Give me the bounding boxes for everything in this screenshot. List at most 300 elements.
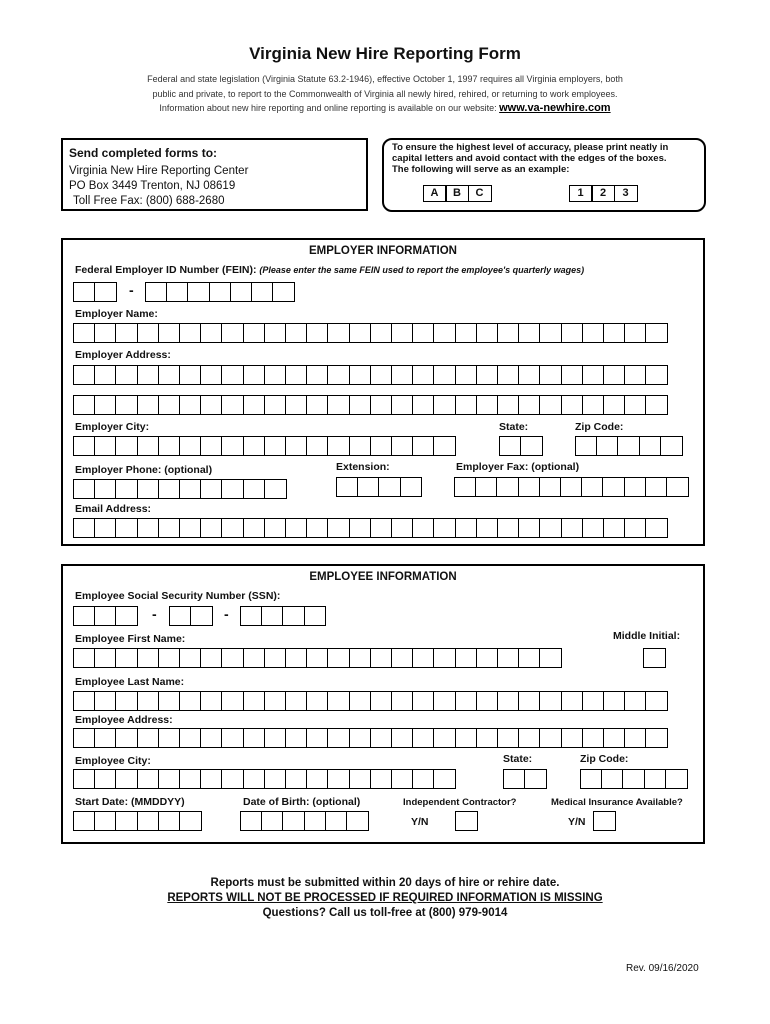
char-box[interactable] xyxy=(412,395,435,415)
char-box[interactable] xyxy=(378,477,401,497)
char-box[interactable] xyxy=(497,518,520,538)
middle-initial-input[interactable] xyxy=(643,648,666,668)
char-box[interactable] xyxy=(370,648,393,668)
char-box[interactable] xyxy=(603,365,626,385)
char-box[interactable] xyxy=(370,365,393,385)
char-box[interactable] xyxy=(94,728,117,748)
char-box[interactable] xyxy=(251,282,274,302)
char-box[interactable] xyxy=(391,323,414,343)
char-box[interactable] xyxy=(455,365,478,385)
char-box[interactable] xyxy=(285,518,308,538)
char-box[interactable] xyxy=(94,518,117,538)
char-box[interactable] xyxy=(221,769,244,789)
char-box[interactable] xyxy=(476,323,499,343)
char-box[interactable] xyxy=(200,395,223,415)
char-box[interactable] xyxy=(391,648,414,668)
char-box[interactable] xyxy=(433,728,456,748)
char-box[interactable] xyxy=(179,691,202,711)
char-box[interactable] xyxy=(370,769,393,789)
char-box[interactable] xyxy=(455,811,478,831)
char-box[interactable] xyxy=(264,323,287,343)
employee-address-input[interactable] xyxy=(73,728,668,748)
char-box[interactable] xyxy=(282,811,305,831)
char-box[interactable] xyxy=(115,811,138,831)
char-box[interactable] xyxy=(94,282,117,302)
char-box[interactable] xyxy=(349,436,372,456)
char-box[interactable] xyxy=(496,477,519,497)
char-box[interactable] xyxy=(412,728,435,748)
char-box[interactable] xyxy=(243,518,266,538)
char-box[interactable] xyxy=(539,477,562,497)
char-box[interactable] xyxy=(73,606,96,626)
char-box[interactable] xyxy=(137,323,160,343)
char-box[interactable] xyxy=(582,728,605,748)
char-box[interactable] xyxy=(73,436,96,456)
char-box[interactable] xyxy=(391,518,414,538)
char-box[interactable] xyxy=(660,436,683,456)
char-box[interactable] xyxy=(94,365,117,385)
char-box[interactable] xyxy=(264,365,287,385)
employer-address-line1-input[interactable] xyxy=(73,365,668,385)
char-box[interactable] xyxy=(617,436,640,456)
employer-name-input[interactable] xyxy=(73,323,668,343)
char-box[interactable] xyxy=(158,691,181,711)
char-box[interactable] xyxy=(221,436,244,456)
char-box[interactable] xyxy=(327,518,350,538)
char-box[interactable] xyxy=(645,691,668,711)
char-box[interactable] xyxy=(561,728,584,748)
char-box[interactable] xyxy=(137,436,160,456)
char-box[interactable] xyxy=(561,323,584,343)
char-box[interactable] xyxy=(561,691,584,711)
char-box[interactable] xyxy=(624,365,647,385)
employer-phone-input[interactable] xyxy=(73,479,287,499)
char-box[interactable] xyxy=(603,323,626,343)
char-box[interactable] xyxy=(158,395,181,415)
char-box[interactable] xyxy=(304,606,327,626)
char-box[interactable] xyxy=(145,282,168,302)
char-box[interactable] xyxy=(624,518,647,538)
char-box[interactable] xyxy=(643,648,666,668)
char-box[interactable] xyxy=(639,436,662,456)
char-box[interactable] xyxy=(158,648,181,668)
char-box[interactable] xyxy=(327,691,350,711)
char-box[interactable] xyxy=(137,811,160,831)
start-date-input[interactable] xyxy=(73,811,202,831)
char-box[interactable] xyxy=(304,811,327,831)
char-box[interactable] xyxy=(179,479,202,499)
char-box[interactable] xyxy=(115,518,138,538)
char-box[interactable] xyxy=(603,728,626,748)
char-box[interactable] xyxy=(200,323,223,343)
char-box[interactable] xyxy=(94,811,117,831)
char-box[interactable] xyxy=(158,811,181,831)
char-box[interactable] xyxy=(264,479,287,499)
char-box[interactable] xyxy=(391,728,414,748)
char-box[interactable] xyxy=(624,323,647,343)
char-box[interactable] xyxy=(221,365,244,385)
medical-input[interactable] xyxy=(593,811,616,831)
char-box[interactable] xyxy=(179,518,202,538)
char-box[interactable] xyxy=(306,365,329,385)
char-box[interactable] xyxy=(455,728,478,748)
char-box[interactable] xyxy=(137,691,160,711)
char-box[interactable] xyxy=(306,728,329,748)
char-box[interactable] xyxy=(200,365,223,385)
char-box[interactable] xyxy=(455,395,478,415)
char-box[interactable] xyxy=(73,811,96,831)
char-box[interactable] xyxy=(503,769,526,789)
first-name-input[interactable] xyxy=(73,648,562,668)
char-box[interactable] xyxy=(243,479,266,499)
char-box[interactable] xyxy=(603,395,626,415)
ssn-part2-input[interactable] xyxy=(169,606,213,626)
char-box[interactable] xyxy=(370,691,393,711)
employer-state-input[interactable] xyxy=(499,436,543,456)
char-box[interactable] xyxy=(285,365,308,385)
char-box[interactable] xyxy=(349,365,372,385)
char-box[interactable] xyxy=(221,691,244,711)
char-box[interactable] xyxy=(391,365,414,385)
char-box[interactable] xyxy=(336,477,359,497)
char-box[interactable] xyxy=(94,691,117,711)
char-box[interactable] xyxy=(94,479,117,499)
char-box[interactable] xyxy=(476,648,499,668)
char-box[interactable] xyxy=(285,769,308,789)
char-box[interactable] xyxy=(137,395,160,415)
ssn-part1-input[interactable] xyxy=(73,606,138,626)
char-box[interactable] xyxy=(179,811,202,831)
employer-city-input[interactable] xyxy=(73,436,456,456)
char-box[interactable] xyxy=(115,365,138,385)
char-box[interactable] xyxy=(158,365,181,385)
char-box[interactable] xyxy=(455,323,478,343)
char-box[interactable] xyxy=(560,477,583,497)
char-box[interactable] xyxy=(73,648,96,668)
dob-input[interactable] xyxy=(240,811,369,831)
char-box[interactable] xyxy=(137,518,160,538)
char-box[interactable] xyxy=(137,728,160,748)
char-box[interactable] xyxy=(346,811,369,831)
char-box[interactable] xyxy=(645,728,668,748)
char-box[interactable] xyxy=(179,648,202,668)
char-box[interactable] xyxy=(499,436,522,456)
char-box[interactable] xyxy=(412,648,435,668)
char-box[interactable] xyxy=(94,769,117,789)
char-box[interactable] xyxy=(285,395,308,415)
char-box[interactable] xyxy=(349,648,372,668)
char-box[interactable] xyxy=(433,395,456,415)
employee-zip-input[interactable] xyxy=(580,769,688,789)
char-box[interactable] xyxy=(285,728,308,748)
char-box[interactable] xyxy=(306,648,329,668)
char-box[interactable] xyxy=(115,648,138,668)
char-box[interactable] xyxy=(243,436,266,456)
contractor-input[interactable] xyxy=(455,811,478,831)
char-box[interactable] xyxy=(582,365,605,385)
char-box[interactable] xyxy=(209,282,232,302)
char-box[interactable] xyxy=(240,606,263,626)
char-box[interactable] xyxy=(645,395,668,415)
char-box[interactable] xyxy=(272,282,295,302)
char-box[interactable] xyxy=(94,395,117,415)
char-box[interactable] xyxy=(306,436,329,456)
char-box[interactable] xyxy=(200,769,223,789)
char-box[interactable] xyxy=(603,518,626,538)
employee-city-input[interactable] xyxy=(73,769,456,789)
char-box[interactable] xyxy=(593,811,616,831)
char-box[interactable] xyxy=(73,691,96,711)
char-box[interactable] xyxy=(169,606,192,626)
char-box[interactable] xyxy=(73,282,96,302)
char-box[interactable] xyxy=(561,518,584,538)
char-box[interactable] xyxy=(666,477,689,497)
employer-address-line2-input[interactable] xyxy=(73,395,668,415)
char-box[interactable] xyxy=(306,323,329,343)
char-box[interactable] xyxy=(325,811,348,831)
char-box[interactable] xyxy=(603,691,626,711)
char-box[interactable] xyxy=(243,323,266,343)
char-box[interactable] xyxy=(349,395,372,415)
char-box[interactable] xyxy=(622,769,645,789)
char-box[interactable] xyxy=(190,606,213,626)
char-box[interactable] xyxy=(518,365,541,385)
char-box[interactable] xyxy=(433,365,456,385)
char-box[interactable] xyxy=(221,323,244,343)
char-box[interactable] xyxy=(221,728,244,748)
char-box[interactable] xyxy=(243,365,266,385)
char-box[interactable] xyxy=(73,769,96,789)
char-box[interactable] xyxy=(455,518,478,538)
char-box[interactable] xyxy=(624,395,647,415)
extension-input[interactable] xyxy=(336,477,422,497)
char-box[interactable] xyxy=(200,728,223,748)
fein-suffix-input[interactable] xyxy=(145,282,295,302)
char-box[interactable] xyxy=(115,728,138,748)
char-box[interactable] xyxy=(518,691,541,711)
char-box[interactable] xyxy=(665,769,688,789)
char-box[interactable] xyxy=(391,436,414,456)
char-box[interactable] xyxy=(412,769,435,789)
char-box[interactable] xyxy=(475,477,498,497)
char-box[interactable] xyxy=(221,479,244,499)
char-box[interactable] xyxy=(179,365,202,385)
char-box[interactable] xyxy=(327,436,350,456)
char-box[interactable] xyxy=(433,691,456,711)
char-box[interactable] xyxy=(497,365,520,385)
char-box[interactable] xyxy=(282,606,305,626)
char-box[interactable] xyxy=(115,691,138,711)
char-box[interactable] xyxy=(433,323,456,343)
char-box[interactable] xyxy=(221,395,244,415)
char-box[interactable] xyxy=(391,769,414,789)
char-box[interactable] xyxy=(518,648,541,668)
char-box[interactable] xyxy=(306,691,329,711)
char-box[interactable] xyxy=(349,518,372,538)
char-box[interactable] xyxy=(391,395,414,415)
char-box[interactable] xyxy=(349,769,372,789)
char-box[interactable] xyxy=(306,395,329,415)
char-box[interactable] xyxy=(539,323,562,343)
char-box[interactable] xyxy=(476,365,499,385)
char-box[interactable] xyxy=(357,477,380,497)
char-box[interactable] xyxy=(285,691,308,711)
char-box[interactable] xyxy=(115,436,138,456)
char-box[interactable] xyxy=(243,648,266,668)
char-box[interactable] xyxy=(158,479,181,499)
char-box[interactable] xyxy=(285,648,308,668)
char-box[interactable] xyxy=(73,395,96,415)
char-box[interactable] xyxy=(582,691,605,711)
char-box[interactable] xyxy=(349,728,372,748)
char-box[interactable] xyxy=(596,436,619,456)
char-box[interactable] xyxy=(644,769,667,789)
char-box[interactable] xyxy=(115,395,138,415)
char-box[interactable] xyxy=(94,606,117,626)
char-box[interactable] xyxy=(433,518,456,538)
char-box[interactable] xyxy=(158,769,181,789)
website-link[interactable]: www.va-newhire.com xyxy=(499,102,611,114)
char-box[interactable] xyxy=(200,518,223,538)
char-box[interactable] xyxy=(115,606,138,626)
char-box[interactable] xyxy=(158,728,181,748)
char-box[interactable] xyxy=(115,769,138,789)
employer-zip-input[interactable] xyxy=(575,436,683,456)
char-box[interactable] xyxy=(518,395,541,415)
char-box[interactable] xyxy=(243,728,266,748)
char-box[interactable] xyxy=(158,518,181,538)
char-box[interactable] xyxy=(370,518,393,538)
email-input[interactable] xyxy=(73,518,668,538)
char-box[interactable] xyxy=(412,518,435,538)
char-box[interactable] xyxy=(115,479,138,499)
char-box[interactable] xyxy=(370,395,393,415)
char-box[interactable] xyxy=(433,648,456,668)
char-box[interactable] xyxy=(433,436,456,456)
char-box[interactable] xyxy=(518,477,541,497)
char-box[interactable] xyxy=(327,365,350,385)
char-box[interactable] xyxy=(624,477,647,497)
char-box[interactable] xyxy=(73,518,96,538)
employee-state-input[interactable] xyxy=(503,769,547,789)
char-box[interactable] xyxy=(497,395,520,415)
char-box[interactable] xyxy=(518,518,541,538)
char-box[interactable] xyxy=(645,365,668,385)
char-box[interactable] xyxy=(327,648,350,668)
char-box[interactable] xyxy=(497,323,520,343)
char-box[interactable] xyxy=(264,436,287,456)
char-box[interactable] xyxy=(200,648,223,668)
char-box[interactable] xyxy=(94,323,117,343)
char-box[interactable] xyxy=(137,769,160,789)
char-box[interactable] xyxy=(455,691,478,711)
char-box[interactable] xyxy=(243,395,266,415)
char-box[interactable] xyxy=(561,395,584,415)
char-box[interactable] xyxy=(497,648,520,668)
char-box[interactable] xyxy=(370,728,393,748)
char-box[interactable] xyxy=(476,691,499,711)
char-box[interactable] xyxy=(539,691,562,711)
char-box[interactable] xyxy=(73,365,96,385)
char-box[interactable] xyxy=(518,728,541,748)
char-box[interactable] xyxy=(575,436,598,456)
char-box[interactable] xyxy=(200,691,223,711)
char-box[interactable] xyxy=(243,769,266,789)
char-box[interactable] xyxy=(306,769,329,789)
char-box[interactable] xyxy=(158,323,181,343)
char-box[interactable] xyxy=(476,395,499,415)
char-box[interactable] xyxy=(580,769,603,789)
last-name-input[interactable] xyxy=(73,691,668,711)
char-box[interactable] xyxy=(327,323,350,343)
char-box[interactable] xyxy=(264,728,287,748)
char-box[interactable] xyxy=(73,479,96,499)
char-box[interactable] xyxy=(391,691,414,711)
char-box[interactable] xyxy=(520,436,543,456)
char-box[interactable] xyxy=(370,436,393,456)
char-box[interactable] xyxy=(582,323,605,343)
char-box[interactable] xyxy=(179,395,202,415)
char-box[interactable] xyxy=(158,436,181,456)
char-box[interactable] xyxy=(73,728,96,748)
char-box[interactable] xyxy=(94,436,117,456)
char-box[interactable] xyxy=(285,436,308,456)
char-box[interactable] xyxy=(539,728,562,748)
char-box[interactable] xyxy=(412,691,435,711)
char-box[interactable] xyxy=(264,691,287,711)
char-box[interactable] xyxy=(115,323,138,343)
char-box[interactable] xyxy=(264,769,287,789)
char-box[interactable] xyxy=(264,518,287,538)
char-box[interactable] xyxy=(264,395,287,415)
char-box[interactable] xyxy=(582,518,605,538)
char-box[interactable] xyxy=(433,769,456,789)
char-box[interactable] xyxy=(645,477,668,497)
char-box[interactable] xyxy=(582,395,605,415)
char-box[interactable] xyxy=(261,606,284,626)
char-box[interactable] xyxy=(539,648,562,668)
char-box[interactable] xyxy=(349,323,372,343)
char-box[interactable] xyxy=(73,323,96,343)
char-box[interactable] xyxy=(285,323,308,343)
char-box[interactable] xyxy=(412,323,435,343)
char-box[interactable] xyxy=(240,811,263,831)
char-box[interactable] xyxy=(412,436,435,456)
char-box[interactable] xyxy=(179,323,202,343)
char-box[interactable] xyxy=(179,436,202,456)
char-box[interactable] xyxy=(94,648,117,668)
char-box[interactable] xyxy=(497,691,520,711)
fein-prefix-input[interactable] xyxy=(73,282,117,302)
char-box[interactable] xyxy=(412,365,435,385)
char-box[interactable] xyxy=(137,648,160,668)
char-box[interactable] xyxy=(476,728,499,748)
char-box[interactable] xyxy=(230,282,253,302)
char-box[interactable] xyxy=(497,728,520,748)
char-box[interactable] xyxy=(518,323,541,343)
char-box[interactable] xyxy=(645,518,668,538)
char-box[interactable] xyxy=(327,395,350,415)
char-box[interactable] xyxy=(179,769,202,789)
char-box[interactable] xyxy=(264,648,287,668)
employer-fax-input[interactable] xyxy=(454,477,689,497)
char-box[interactable] xyxy=(261,811,284,831)
char-box[interactable] xyxy=(221,518,244,538)
char-box[interactable] xyxy=(200,436,223,456)
char-box[interactable] xyxy=(187,282,210,302)
char-box[interactable] xyxy=(137,365,160,385)
char-box[interactable] xyxy=(166,282,189,302)
